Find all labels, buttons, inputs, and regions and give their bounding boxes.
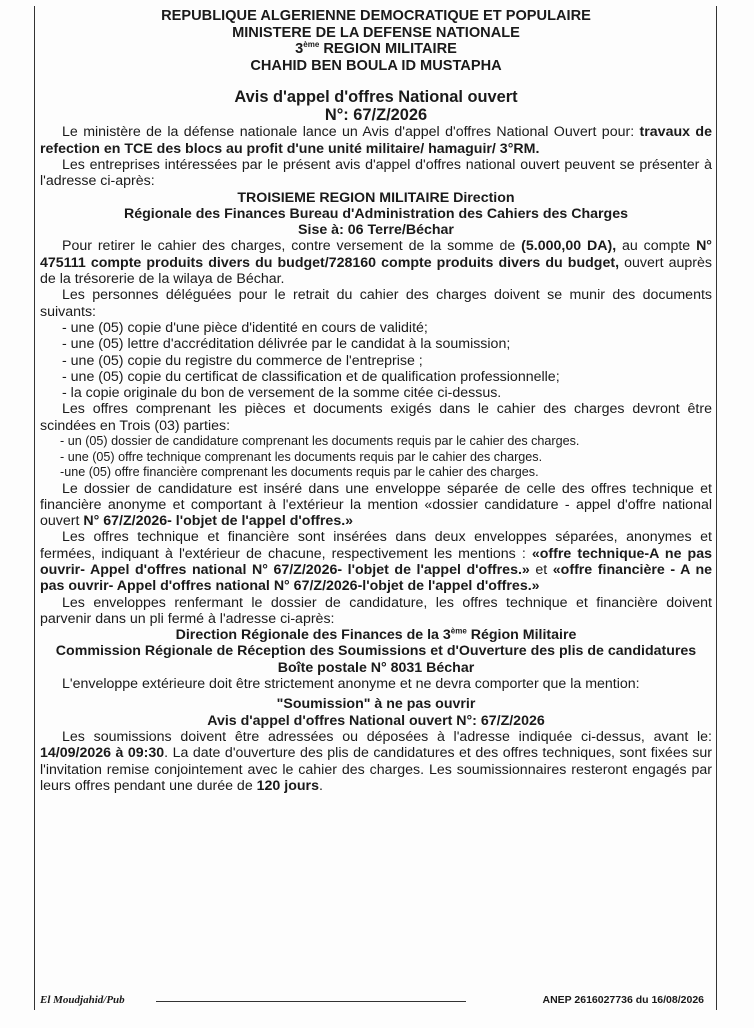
retrait-text1: Pour retirer le cahier des charges, contre versement de la somme de bbox=[62, 238, 522, 255]
address1-line1: TROISIEME REGION MILITAIRE Direction bbox=[237, 189, 515, 206]
offre-item: -une (05) offre financière comprenant les documents requis par le cahier des charges. bbox=[60, 465, 539, 480]
intro-paragraph bbox=[40, 124, 712, 157]
ministry-heading: MINISTERE DE LA DEFENSE NATIONALE bbox=[232, 24, 520, 41]
address2-line1 bbox=[40, 627, 712, 643]
document-item: - une (05) copie du registre du commerce de l'entreprise ; bbox=[62, 352, 423, 369]
address2-line3: Boîte postale N° 8031 Béchar bbox=[277, 659, 475, 676]
region-number: 3 bbox=[295, 41, 304, 58]
soumission-mention: "Soumission" à ne pas ouvrir bbox=[276, 696, 476, 713]
dossier-paragraph bbox=[40, 481, 712, 530]
enveloppes-paragraph bbox=[40, 529, 712, 594]
address2-region: Région Militaire bbox=[466, 627, 577, 644]
retrait-amount: (5.000,00 DA), bbox=[521, 238, 623, 255]
notice-body bbox=[40, 8, 712, 794]
region-label: REGION MILITAIRE bbox=[319, 41, 457, 58]
interested-paragraph: Les entreprises intéressées par le présent avis d'appel d'offres national ouvert peuvent se présenter à l'adresse ci-après: bbox=[40, 156, 712, 190]
document-item: - une (05) copie du certificat de classification et de qualification professionnelle; bbox=[62, 368, 560, 385]
retrait-text3: ouvert auprès de la trésorerie de la wilaya de Béchar. bbox=[40, 254, 713, 288]
intro-text: Le ministère de la défense nationale lance un Avis d'appel d'offres National Ouvert pour: bbox=[62, 124, 640, 141]
address2-line2: Commission Régionale de Réception des Soumissions et d'Ouverture des plis de candidatures bbox=[55, 643, 697, 660]
footer-rule bbox=[156, 1001, 466, 1002]
document-item: - la copie originale du bon de versement de la somme citée ci-dessus. bbox=[62, 385, 502, 402]
region-superscript: ème bbox=[303, 40, 320, 50]
offres-intro: Les offres comprenant les pièces et documents exigés dans le cahier des charges devront être scindées en Trois (03) parties: bbox=[40, 401, 712, 434]
validity-duration: 120 jours bbox=[256, 777, 319, 794]
financial-mention: «offre financière - A ne pas ouvrir- Appel d'offres national N° 67/Z/2026-l'objet de l'appel d'offres.» bbox=[40, 562, 712, 595]
closing-paragraph bbox=[40, 729, 712, 794]
technical-mention: «offre technique-A ne pas ouvrir- Appel d'offres national N° 67/Z/2026- l'objet de l'appel d'offres.» bbox=[40, 545, 712, 578]
address1-line3: Sise à: 06 Terre/Béchar bbox=[298, 222, 454, 239]
retrait-paragraph bbox=[40, 238, 712, 287]
parvenir-paragraph: Les enveloppes renfermant le dossier de candidature, les offres technique et financière doivent parvenir dans un pli fermé à l'adresse ci-après: bbox=[40, 594, 712, 627]
closing-text1: Les soumissions doivent être adressées ou déposées à l'adresse indiquée ci-dessus, avant le: bbox=[62, 728, 712, 745]
address2-superscript: ème bbox=[450, 626, 467, 636]
notice-number: N°: 67/Z/2026 bbox=[324, 106, 428, 125]
offre-item: - une (05) offre technique comprenant les documents requis par le cahier des charges. bbox=[60, 449, 543, 464]
notice-title: Avis d'appel d'offres National ouvert bbox=[234, 88, 518, 107]
right-border-line bbox=[716, 6, 717, 1010]
enveloppes-text: Les offres technique et financière sont insérées dans deux enveloppes séparées, anonymes et fermées, indiquant à l'extérieur de chacune, respectivement les mentions : bbox=[40, 529, 712, 562]
documents-intro: Les personnes déléguées pour le retrait du cahier des charges doivent se munir des documents suivants: bbox=[40, 287, 712, 320]
region-heading bbox=[40, 41, 712, 58]
notice-footer bbox=[36, 994, 716, 1010]
document-item: - une (05) copie d'une pièce d'identité en cours de validité; bbox=[62, 319, 428, 336]
mention-paragraph: L'enveloppe extérieure doit être strictement anonyme et ne devra comporter que la mention: bbox=[62, 676, 640, 693]
address1-line2: Régionale des Finances Bureau d'Administration des Cahiers des Charges bbox=[123, 205, 629, 222]
left-border-line bbox=[34, 6, 35, 1010]
dossier-mention: N° 67/Z/2026- l'objet de l'appel d'offres.» bbox=[83, 513, 354, 530]
publisher-credit: El Moudjahid/Pub bbox=[40, 994, 125, 1006]
closing-text3: . bbox=[318, 777, 323, 794]
intro-object: travaux de refection en TCE des blocs au profit d'une unité militaire/ hamaguir/ 3°RM. bbox=[40, 124, 712, 157]
address2-direction: Direction Régionale des Finances de la 3 bbox=[175, 627, 451, 644]
avis-mention: Avis d'appel d'offres National ouvert N°: 67/Z/2026 bbox=[207, 712, 545, 729]
footer-corner bbox=[34, 990, 35, 1000]
dossier-text: Le dossier de candidature est inséré dans une enveloppe séparée de celle des offres technique et financière anonyme et comportant à l'extérieur la mention «dossier candidature - appel d'offre national ouvert bbox=[40, 480, 712, 530]
retrait-text2: au compte bbox=[622, 238, 697, 255]
document-item: - une (05) lettre d'accréditation délivrée par le candidat à la soumission; bbox=[62, 336, 511, 353]
enveloppes-conjunction: et bbox=[529, 562, 553, 578]
closing-text2: . La date d'ouverture des plis de candidatures et des offres techniques, sont fixées sur l'invitation remise conjointement avec le cahier des charges. Les soumissionnaires resteront engagés par leurs offres pendant une durée de bbox=[40, 745, 712, 794]
anep-reference: ANEP 2616027736 du 16/08/2026 bbox=[542, 994, 704, 1006]
retrait-account: N° 475111 compte produits divers du budget/728160 compte produits divers du budget, bbox=[40, 238, 712, 271]
deadline-date: 14/09/2026 à 09:30 bbox=[40, 745, 165, 762]
offre-item: - un (05) dossier de candidature comprenant les documents requis par le cahier des charges. bbox=[60, 434, 580, 449]
chahid-heading: CHAHID BEN BOULA ID MUSTAPHA bbox=[250, 57, 502, 74]
republic-heading: REPUBLIQUE ALGERIENNE DEMOCRATIQUE ET POPULAIRE bbox=[161, 8, 591, 24]
